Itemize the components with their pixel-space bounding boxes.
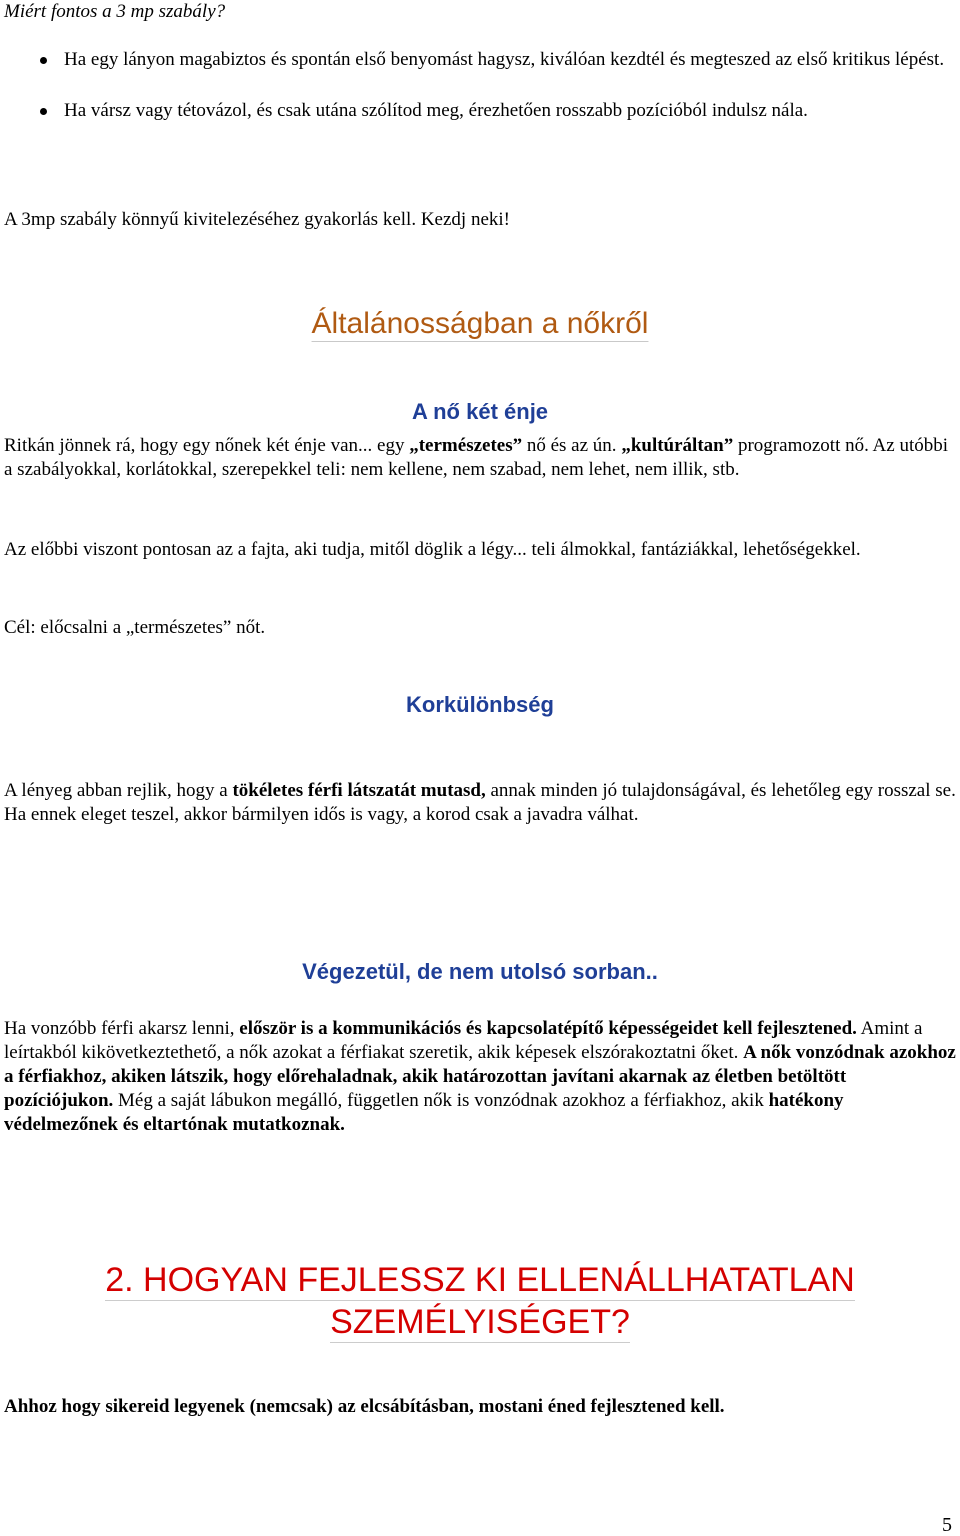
two-selves-paragraph	[4, 434, 956, 482]
bold-run: tökéletes férfi látszatát mutasd,	[232, 780, 486, 801]
bold-run: először is a kommunikációs és kapcsolatépítő képességeidet kell fejlesztened.	[239, 1018, 857, 1039]
two-selves-heading: A nő két énje	[411, 399, 549, 424]
text-run: annak minden jó tulajdonságával, és lehetőleg egy rosszal se. Ha ennek eleget teszel, akkor bármilyen idős is vagy, a korod csak a javadra válhat.	[4, 780, 956, 825]
text-run: programozott nő. Az utóbbi a szabályokkal, korlátokkal, szerepekkel teli: nem kellene, nem szabad, nem lehet, nem illik, stb.	[4, 435, 949, 480]
text-run: Ha vonzóbb férfi akarsz lenni,	[4, 1018, 240, 1039]
bullet-icon	[40, 57, 47, 64]
bullet-icon	[40, 108, 47, 115]
chapter-heading	[0, 1259, 960, 1343]
bold-run: hatékony védelmezőnek és eltartónak mutatkoznak.	[4, 1090, 844, 1135]
page-number: 5	[942, 1514, 952, 1536]
age-difference-paragraph	[4, 779, 956, 827]
former-self-paragraph: Az előbbi viszont pontosan az a fajta, aki tudja, mitől döglik a légy... teli álmokkal, fantáziákkal, lehetőségekkel.	[4, 539, 861, 560]
chapter-intro	[4, 1395, 956, 1419]
text-run: Ritkán jönnek rá, hogy egy nőnek két énje van... egy	[4, 435, 410, 456]
bold-run: „természetes”	[409, 435, 523, 456]
text-run: nő és az ún.	[522, 435, 622, 456]
bold-run: Ahhoz hogy sikereid legyenek (nemcsak) az elcsábításban, mostani éned fejlesztened kell.	[4, 1396, 725, 1417]
bold-run: „kultúráltan”	[621, 435, 734, 456]
chapter-heading-line2: SZEMÉLYISÉGET?	[330, 1303, 630, 1341]
finally-paragraph	[4, 1017, 956, 1137]
women-heading-link[interactable]: Általánosságban a nőkről	[311, 307, 649, 340]
chapter-heading-line1: 2. HOGYAN FEJLESSZ KI ELLENÁLLHATATLAN	[105, 1261, 855, 1299]
women-heading	[0, 306, 960, 342]
goal-paragraph: Cél: előcsalni a „természetes” nőt.	[4, 617, 266, 638]
list-item	[4, 48, 954, 72]
text-run: A lényeg abban rejlik, hogy a	[4, 780, 233, 801]
list-item-text: Ha vársz vagy tétovázol, és csak utána szólítod meg, érezhetően rosszabb pozícióból indulsz nála.	[64, 100, 808, 121]
section-title: Miért fontos a 3 mp szabály?	[4, 1, 226, 22]
list-item	[4, 99, 954, 123]
bold-run: A nők vonzódnak azokhoz a férfiakhoz, akiken látszik, hogy előrehaladnak, akik határozottan javítani akarnak az életben betöltött pozíciójukon.	[4, 1042, 956, 1111]
text-run: Még a saját lábukon megálló, független nők is vonzódnak azokhoz a férfiakhoz, akik	[113, 1090, 769, 1111]
age-difference-heading: Korkülönbség	[406, 692, 554, 717]
bullet-list	[4, 48, 954, 150]
text-run: Amint a leírtakból kikövetkeztethető, a nők azokat a férfiakat szeretik, akik képesek elszórakoztatni őket.	[4, 1018, 923, 1063]
practice-paragraph: A 3mp szabály könnyű kivitelezéséhez gyakorlás kell. Kezdj neki!	[4, 209, 510, 230]
list-item-text: Ha egy lányon magabiztos és spontán első benyomást hagysz, kiválóan kezdtél és megteszed az első kritikus lépést.	[64, 49, 945, 70]
finally-heading: Végezetül, de nem utolsó sorban..	[302, 959, 658, 984]
